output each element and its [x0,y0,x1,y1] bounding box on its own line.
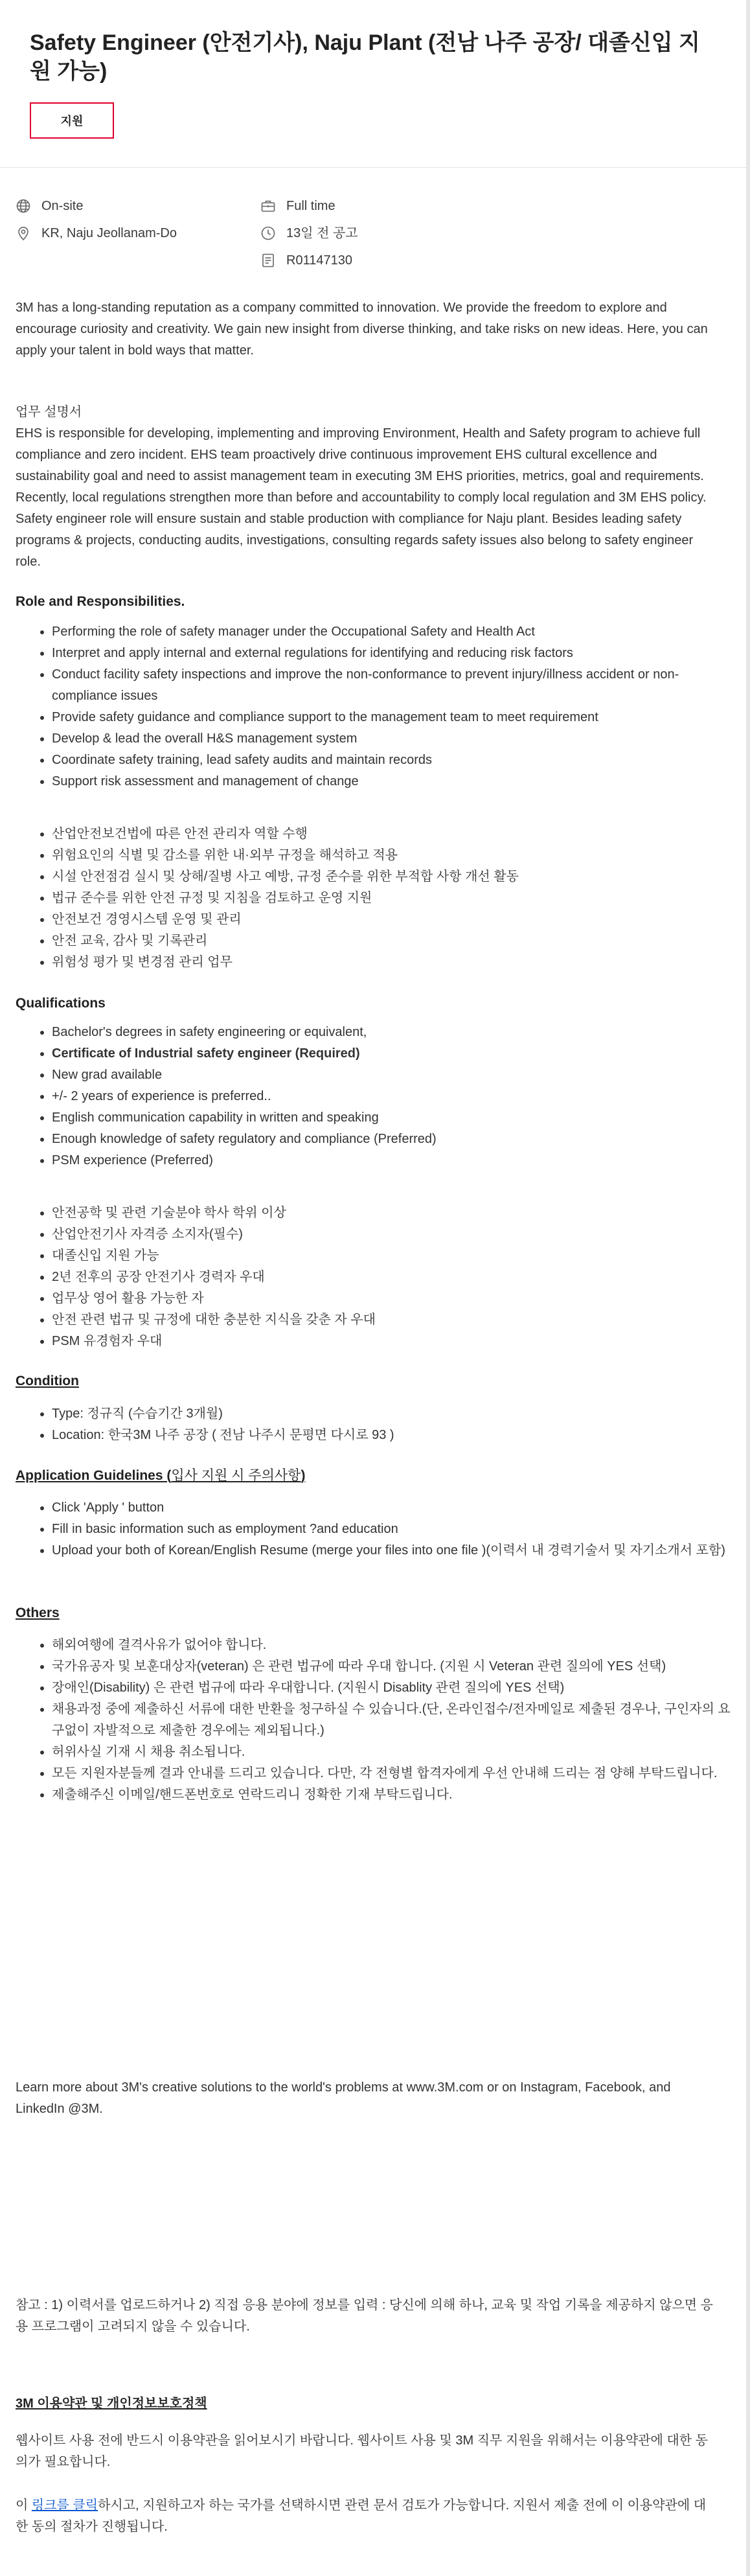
terms-heading: 3M 이용약관 및 개인정보보호정책 [16,2397,207,2411]
list-item: • Performing the role of safety manager under the Occupational Safety and Health Act [52,621,738,643]
location-meta [16,225,177,242]
qualifications-list-en [16,1022,738,1171]
guidelines-list [16,1497,738,1561]
requisition-id: R01147130 [286,253,352,268]
list-item: • Conduct facility safety inspections and improve the non-conformance to prevent injury/illness accident or non-compliance issues [52,664,738,707]
list-item: • Develop & lead the overall H&S management system [52,728,738,750]
list-item: • 안전 관련 법규 및 규정에 대한 충분한 지식을 갖춘 자 우대 [52,1309,738,1331]
learn-more-text: Learn more about 3M's creative solutions to the world's problems at www.3M.com or on Instagram, Facebook, and LinkedIn @3M. [16,2080,671,2116]
list-item: • 산업안전기사 자격증 소지자(필수) [52,1224,738,1245]
list-item: • Certificate of Industrial safety engineer (Required) [52,1043,738,1064]
roles-list-en [16,621,738,792]
application-note: 참고 : 1) 이력서를 업로드하거나 2) 직접 응용 분야에 정보를 입력 : 당신에 의해 하나, 교육 및 작업 기록을 제공하지 않으면 응용 프로그램이 고려되지 않을 수 있습니다. [16,2298,713,2334]
others-list [16,1635,738,1806]
list-item: • PSM 유경험자 우대 [52,1331,738,1352]
list-item: • New grad available [52,1064,738,1086]
requisition-meta [260,252,352,269]
list-item: • 제출해주신 이메일/핸드폰번호로 연락드리니 정확한 기재 부탁드립니다. [52,1784,738,1806]
job-location: KR, Naju Jeollanam-Do [41,226,177,240]
list-item: • 장애인(Disability) 은 관련 법규에 따라 우대합니다. (지원시 Disablity 관련 질의에 YES 선택) [52,1677,738,1699]
list-item: • 2년 전후의 공장 안전기사 경력자 우대 [52,1267,738,1288]
list-item: • Enough knowledge of safety regulatory and compliance (Preferred) [52,1129,738,1150]
description-body: EHS is responsible for developing, implementing and improving Environment, Health and Safety program to achieve full compliance and zero incident. EHS team proactively drive continuous improvement EHS cultural excellence and sustainability goal and need to assist management team in executing 3M EHS priorities, metrics, goal and requirements. Recently, local regulations strengthen more than before and accountability to comply local regulation and 3M EHS policy. Safety engineer role will ensure sustain and stable production with compliance for Naju plant. Besides leading safety programs & projects, conducting audits, investigations, consulting regards safety issues also belong to safety engineer role. [16,426,707,569]
list-item: • Support risk assessment and management of change [52,771,738,792]
terms-link[interactable]: 링크를 클릭 [31,2498,98,2513]
guidelines-heading-suffix: ) [301,1468,306,1483]
description-heading: 업무 설명서 [16,405,82,419]
condition-list [16,1403,738,1446]
employment-type: Full time [286,199,335,213]
job-title: Safety Engineer (안전기사), Naju Plant (전남 나주 공장/ 대졸신입 지원 가능) [30,30,700,84]
roles-list-ko [16,823,738,973]
list-item: • Bachelor's degrees in safety engineering or equivalent, [52,1022,738,1043]
guidelines-heading-korean: 입사 지원 시 주의사항 [171,1468,301,1483]
list-item: • 법규 준수를 위한 안전 규정 및 지침을 검토하고 운영 지원 [52,888,738,909]
list-item: • Interpret and apply internal and external regulations for identifying and reducing risk factors [52,643,738,664]
apply-button[interactable]: 지원 [30,102,114,139]
list-item: • Type: 정규직 (수습기간 3개월) [52,1403,738,1425]
qualifications-heading: Qualifications [16,996,106,1011]
workplace-type: On-site [41,199,84,213]
list-item: • Upload your both of Korean/English Resume (merge your files into one file )(이력서 내 경력기술서 및 자기소개서 포함) [52,1540,738,1561]
briefcase-icon [260,198,276,214]
list-item: • 국가유공자 및 보훈대상자(veteran) 은 관련 법규에 따라 우대 합니다. (지원 시 Veteran 관련 질의에 YES 선택) [52,1656,738,1677]
guidelines-heading [16,1466,305,1486]
posted-date: 13일 전 공고 [286,226,358,240]
list-item: • Location: 한국3M 나주 공장 ( 전남 나주시 문평면 다시로 93 ) [52,1425,738,1446]
list-item: • 허위사실 기재 시 채용 취소됩니다. [52,1742,738,1763]
company-intro: 3M has a long-standing reputation as a company committed to innovation. We provide the freedom to explore and encourage curiosity and creativity. We gain new insight from diverse thinking, and take risks on new ideas. Here, you can apply your talent in bold ways that matter. [16,301,708,358]
list-item: • 위험성 평가 및 변경점 관리 업무 [52,952,738,973]
clock-icon [260,225,276,241]
list-item: • 안전 교육, 감사 및 기록관리 [52,930,738,952]
list-item: • 업무상 영어 활용 가능한 자 [52,1288,738,1309]
posted-meta [260,225,358,242]
id-card-icon [260,253,276,268]
list-item: • +/- 2 years of experience is preferred.. [52,1086,738,1107]
job-header [0,0,746,168]
roles-heading: Role and Responsibilities. [16,594,185,609]
list-item: • 산업안전보건법에 따른 안전 관리자 역할 수행 [52,823,738,845]
employment-meta [260,198,335,214]
list-item: • 대졸신입 지원 가능 [52,1245,738,1267]
terms-link-paragraph [16,2495,715,2538]
list-item: • Coordinate safety training, lead safety audits and maintain records [52,750,738,771]
qualifications-list-ko [16,1202,738,1352]
list-item: • PSM experience (Preferred) [52,1150,738,1171]
terms-link-prefix: 이 [16,2498,32,2513]
list-item: • Click 'Apply ' button [52,1497,738,1519]
list-item: • Fill in basic information such as employment ?and education [52,1519,738,1540]
list-item: • 채용과정 중에 제출하신 서류에 대한 반환을 청구하실 수 있습니다.(단, 온라인접수/전자메일로 제출된 경우나, 구인자의 요구없이 자발적으로 제출한 경우에는 제외됩니다.) [52,1699,738,1742]
terms-link-suffix: 하시고, 지원하고자 하는 국가를 선택하시면 관련 문서 검토가 가능합니다. 지원서 제출 전에 이 이용약관에 대한 동의 절차가 진행됩니다. [16,2498,707,2534]
list-item: • 안전공학 및 관련 기술분야 학사 학위 이상 [52,1202,738,1224]
location-pin-icon [16,225,31,241]
condition-heading: Condition [16,1374,79,1388]
globe-icon [16,198,31,214]
guidelines-heading-prefix: Application Guidelines ( [16,1468,172,1483]
terms-paragraph: 웹사이트 사용 전에 반드시 이용약관을 읽어보시기 바랍니다. 웹사이트 사용 및 3M 직무 지원을 위해서는 이용약관에 대한 동의가 필요합니다. [16,2433,708,2469]
list-item: • 해외여행에 결격사유가 없어야 합니다. [52,1635,738,1656]
job-details [0,168,746,2576]
list-item: • 모든 지원자분들께 결과 안내를 드리고 있습니다. 다만, 각 전형별 합격자에게 우선 안내해 드리는 점 양해 부탁드립니다. [52,1763,738,1784]
list-item: • 위험요인의 식별 및 감소를 위한 내·외부 규정을 해석하고 적용 [52,845,738,866]
list-item: • 시설 안전점검 실시 및 상해/질병 사고 예방, 규정 준수를 위한 부적합 사항 개선 활동 [52,866,738,888]
others-heading: Others [16,1605,60,1620]
list-item: • English communication capability in written and speaking [52,1107,738,1129]
list-item: • 안전보건 경영시스템 운영 및 관리 [52,909,738,930]
workplace-meta [16,198,83,214]
list-item: • Provide safety guidance and compliance support to the management team to meet requirement [52,707,738,728]
scrollbar[interactable] [746,0,750,2576]
